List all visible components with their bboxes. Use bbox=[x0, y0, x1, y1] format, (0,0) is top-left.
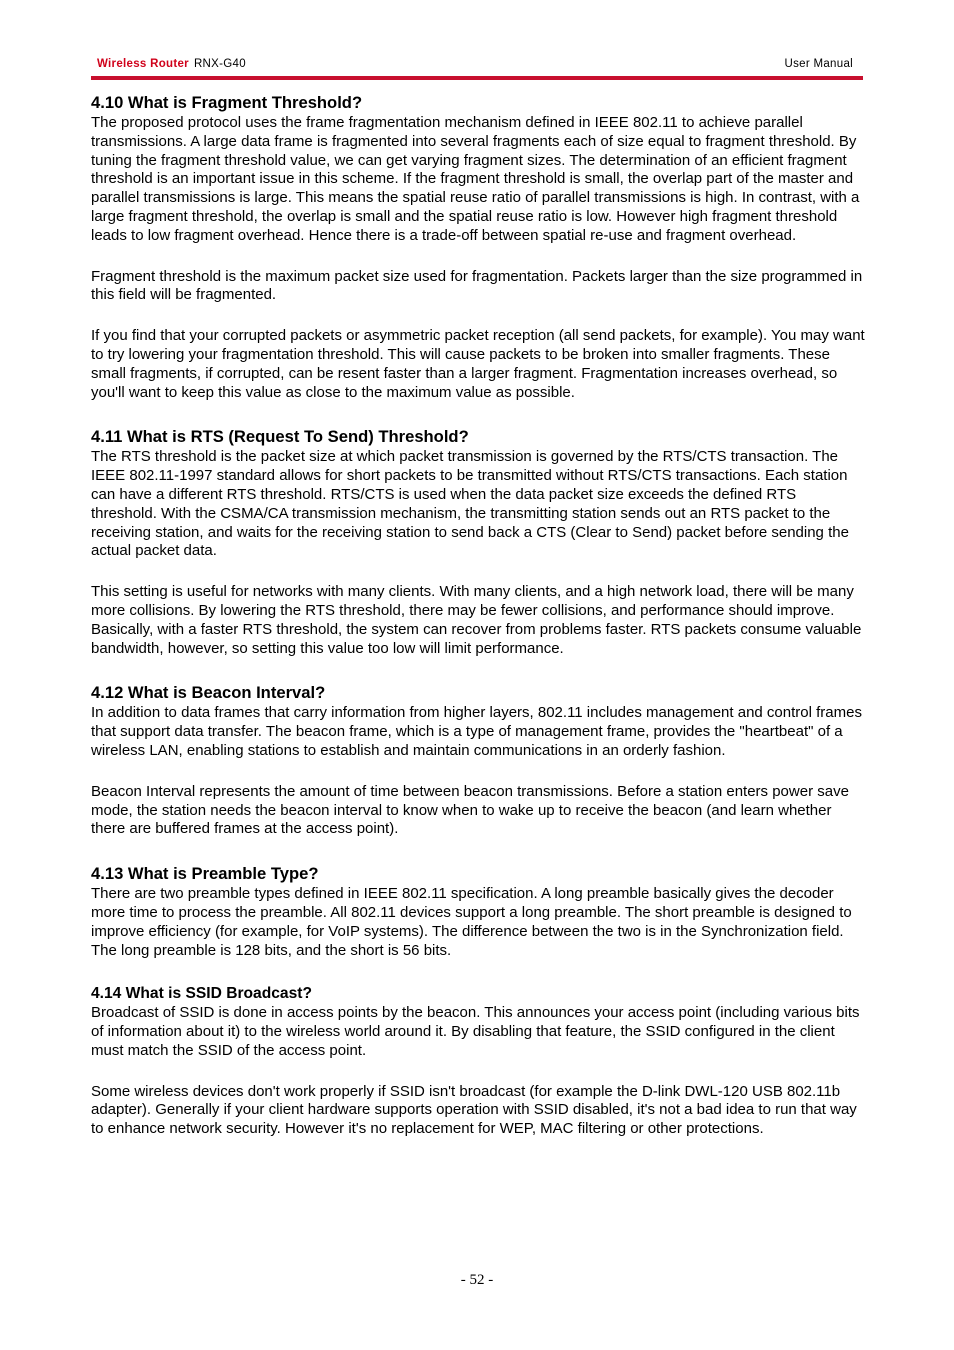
section-heading: 4.13 What is Preamble Type? bbox=[91, 864, 319, 884]
section-rts-threshold bbox=[91, 426, 866, 658]
model-name: RNX-G40 bbox=[193, 58, 246, 70]
page-header bbox=[91, 58, 863, 74]
header-rule bbox=[91, 76, 863, 80]
paragraph: The RTS threshold is the packet size at which packet transmission is governed by the RTS/CTS transaction. The IEEE 802.11-1997 standard allows for short packets to be transmitted without RTS/CTS transactions. Each station can have a different RTS threshold. RTS/CTS is used when the data packet size exceeds the defined RTS threshold. With the CSMA/CA transmission mechanism, the transmitting station sends out an RTS packet to the receiving station, and waits for the receiving station to send back a CTS (Clear to Send) packet before sending the actual packet data. bbox=[91, 448, 849, 560]
page-number: - 52 - bbox=[460, 1272, 494, 1288]
section-ssid-broadcast bbox=[91, 984, 866, 1139]
page-content bbox=[91, 92, 866, 1139]
section-beacon-interval bbox=[91, 682, 866, 839]
header-manual-label: User Manual bbox=[784, 58, 853, 70]
paragraph: In addition to data frames that carry information from higher layers, 802.11 includes management and control frames that support data transfer. The beacon frame, which is a type of management frame, provides the "heartbeat" of a wireless LAN, enabling stations to establish and maintain communications in an orderly fashion. bbox=[91, 704, 862, 759]
paragraph: There are two preamble types defined in IEEE 802.11 specification. A long preamble basically gives the decoder more time to process the preamble. All 802.11 devices support a long preamble. The short preamble is designed to improve efficiency (for example, for VoIP systems). The difference between the two is in the Synchronization field. The long preamble is 128 bits, and the short is 56 bits. bbox=[91, 885, 852, 959]
paragraph: Some wireless devices don't work properly if SSID isn't broadcast (for example the D-link DWL-120 USB 802.11b adapter). Generally if your client hardware supports operation with SSID disabled, it's not a bad idea to run that way to enhance network security. However it's no replacement for WEP, MAC filtering or other protections. bbox=[91, 1082, 857, 1138]
paragraph: The proposed protocol uses the frame fragmentation mechanism defined in IEEE 802.11 to achieve parallel transmissions. A large data frame is fragmented into several fragments each of size equal to fragment threshold. By tuning the fragment threshold value, we can get varying fragment sizes. The determination of an efficient fragment threshold is an important issue in this scheme. If the fragment threshold is small, the overlap part of the master and parallel transmissions is large. This means the spatial reuse ratio of parallel transmissions is high. In contrast, with a large fragment threshold, the overlap is small and the spatial reuse ratio is low. However high fragment threshold leads to low fragment overhead. Hence there is a trade-off between spatial re-use and fragment overhead. bbox=[91, 114, 860, 244]
paragraph: Broadcast of SSID is done in access points by the beacon. This announces your access point (including various bits of information about it) to the wireless world around it. By disabling that feature, the SSID configured in the client must match the SSID of the access point. bbox=[91, 1004, 860, 1059]
section-heading: 4.12 What is Beacon Interval? bbox=[91, 683, 326, 703]
paragraph: If you find that your corrupted packets or asymmetric packet reception (all send packets, for example). You may want to try lowering your fragmentation threshold. This will cause packets to be broken into smaller fragments. These small fragments, if corrupted, can be resent faster than a larger fragment. Fragmentation increases overhead, so you'll want to keep this value as close to the maximum value as possible. bbox=[91, 327, 865, 401]
section-heading: 4.11 What is RTS (Request To Send) Threshold? bbox=[91, 427, 469, 447]
paragraph: Beacon Interval represents the amount of time between beacon transmissions. Before a station enters power save mode, the station needs the beacon interval to know when to wake up to receive the beacon (and learn whether there are buffered frames at the access point). bbox=[91, 782, 849, 838]
section-heading: 4.10 What is Fragment Threshold? bbox=[91, 93, 363, 112]
brand-name: Wireless Router bbox=[97, 58, 189, 70]
header-brand bbox=[97, 58, 246, 70]
section-fragment-threshold bbox=[91, 92, 866, 402]
section-preamble-type bbox=[91, 863, 866, 960]
paragraph: This setting is useful for networks with many clients. With many clients, and a high network load, there will be many more collisions. By lowering the RTS threshold, there may be fewer collisions, and performance should improve. Basically, with a faster RTS threshold, the system can recover from problems faster. RTS packets consume valuable bandwidth, however, so setting this value too low will limit performance. bbox=[91, 583, 862, 657]
section-heading: 4.14 What is SSID Broadcast? bbox=[91, 985, 312, 1003]
paragraph: Fragment threshold is the maximum packet size used for fragmentation. Packets larger than the size programmed in this field will be fragmented. bbox=[91, 267, 863, 304]
